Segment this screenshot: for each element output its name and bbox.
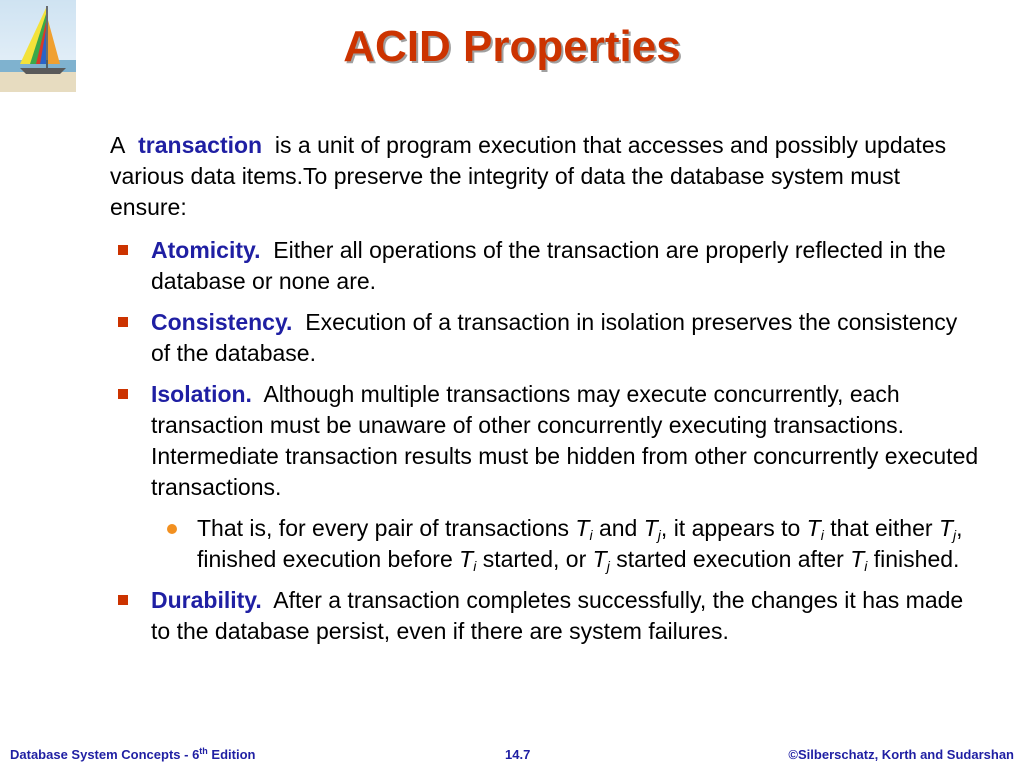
sub-i: i bbox=[820, 527, 824, 543]
term-durability: Durability. bbox=[151, 587, 262, 613]
sailboat-logo bbox=[0, 0, 76, 92]
text-isolation: Although multiple transactions may execute concurrently, each transaction must be unaware of other concurrently executing transactions. Intermediate transaction results must be hidden from other concurrently executed transactions. bbox=[151, 381, 979, 500]
var-t: T bbox=[806, 515, 821, 541]
text-durability: After a transaction completes successfully, the changes it has made to the database persist, even if there are system failures. bbox=[151, 587, 964, 644]
square-bullet-icon bbox=[118, 595, 128, 605]
sub-i: i bbox=[864, 558, 868, 574]
footer-book-sup: th bbox=[199, 746, 208, 756]
footer-page-number: 14.7 bbox=[505, 747, 531, 762]
footer-book-main: Database System Concepts - 6 bbox=[10, 747, 200, 762]
intro-text: is a unit of program execution that accesses and possibly updates various data items.To preserve the integrity of data the database system must ensure: bbox=[110, 132, 947, 220]
intro-paragraph bbox=[110, 130, 980, 223]
var-t: T bbox=[592, 546, 607, 572]
var-t: T bbox=[459, 546, 474, 572]
sub-i: i bbox=[473, 558, 477, 574]
sub-i: i bbox=[589, 527, 593, 543]
footer-book-end: Edition bbox=[207, 747, 256, 762]
list-item-isolation bbox=[110, 379, 980, 575]
text-consistency: Execution of a transaction in isolation preserves the consistency of the database. bbox=[151, 309, 958, 366]
sub-text-7: finished. bbox=[873, 546, 960, 572]
sub-text-2: , it appears to bbox=[660, 515, 801, 541]
sub-text-3: that either bbox=[830, 515, 933, 541]
square-bullet-icon bbox=[118, 245, 128, 255]
sub-j: j bbox=[953, 527, 957, 543]
list-item-atomicity bbox=[110, 235, 980, 297]
round-bullet-icon bbox=[167, 524, 177, 534]
sub-text-5: started, or bbox=[482, 546, 587, 572]
var-t: T bbox=[938, 515, 953, 541]
var-t: T bbox=[850, 546, 865, 572]
slide-title: ACID Properties bbox=[343, 22, 681, 71]
square-bullet-icon bbox=[118, 389, 128, 399]
sub-j: j bbox=[657, 527, 661, 543]
footer-copyright: ©Silberschatz, Korth and Sudarshan bbox=[788, 747, 1014, 762]
sub-text-1: That is, for every pair of transactions bbox=[197, 515, 569, 541]
slide-content bbox=[110, 130, 980, 657]
square-bullet-icon bbox=[118, 317, 128, 327]
term-isolation: Isolation. bbox=[151, 381, 252, 407]
list-item-durability bbox=[110, 585, 980, 647]
intro-article: A bbox=[110, 132, 126, 158]
transaction-keyword: transaction bbox=[138, 132, 263, 158]
sub-text-6: started execution after bbox=[616, 546, 844, 572]
isolation-sublist bbox=[151, 513, 980, 575]
term-atomicity: Atomicity. bbox=[151, 237, 261, 263]
text-atomicity: Either all operations of the transaction are properly reflected in the database or none are. bbox=[151, 237, 946, 294]
list-item-consistency bbox=[110, 307, 980, 369]
sub-j: j bbox=[606, 558, 610, 574]
var-t: T bbox=[643, 515, 658, 541]
sub-and: and bbox=[598, 515, 638, 541]
var-t: T bbox=[575, 515, 590, 541]
sub-text-4: , finished execution before bbox=[197, 515, 963, 572]
footer-book-title bbox=[10, 747, 255, 762]
sailboat-icon bbox=[0, 0, 76, 92]
acid-list bbox=[110, 235, 980, 647]
sub-list-item bbox=[151, 513, 980, 575]
term-consistency: Consistency. bbox=[151, 309, 293, 335]
